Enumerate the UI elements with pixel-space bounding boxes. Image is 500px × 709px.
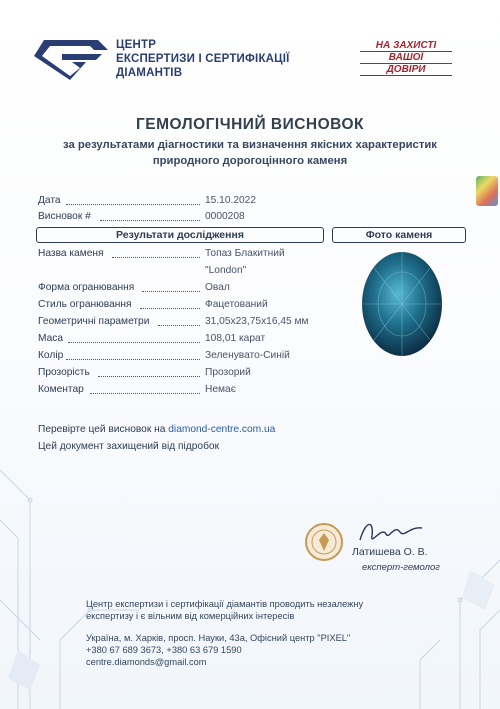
dotted-leader — [140, 299, 200, 309]
result-label: Коментар — [38, 384, 84, 395]
result-label: Стиль огранювання — [38, 299, 132, 310]
number-value: 0000208 — [205, 211, 245, 222]
org-name-line2: ЕКСПЕРТИЗИ І СЕРТИФІКАЦІЇ — [116, 53, 290, 65]
dotted-leader — [90, 384, 200, 394]
result-value: Прозорий — [205, 367, 251, 378]
dotted-leader — [158, 316, 200, 326]
dotted-leader — [142, 282, 200, 292]
stone-photo — [360, 250, 444, 358]
result-value: 108,01 карат — [205, 333, 266, 344]
slogan-line2: ВАШОЇ — [360, 52, 452, 64]
result-value: Овал — [205, 282, 230, 293]
signer-name: Латишева О. В. — [352, 546, 428, 558]
dotted-leader — [66, 195, 200, 205]
number-label: Висновок # — [38, 211, 91, 222]
footer-line2: експертизу і є вільним від комерційних інтересів — [86, 611, 295, 621]
document-subtitle — [0, 137, 500, 169]
results-header: Результати дослідження — [36, 227, 324, 243]
result-value: Зеленувато-Синій — [205, 350, 290, 361]
verify-line — [38, 424, 275, 435]
protected-note: Цей документ захищений від підробок — [38, 441, 220, 452]
result-value: 31,05х23,75х16,45 мм — [205, 316, 309, 327]
result-label: Назва каменя — [38, 248, 104, 259]
result-label: Геометричні параметри — [38, 316, 150, 327]
footer-statement — [86, 598, 363, 622]
signature-icon — [356, 516, 426, 548]
result-label: Форма огранювання — [38, 282, 135, 293]
dotted-leader — [98, 367, 200, 377]
document-title: ГЕМОЛОГІЧНИЙ ВИСНОВОК — [135, 116, 364, 133]
org-name-line3: ДІАМАНТІВ — [116, 67, 183, 79]
slogan-line3: ДОВІРИ — [360, 64, 452, 76]
dotted-leader — [68, 333, 200, 343]
footer-line1: Центр експертизи і сертифікації діамантів проводить незалежну — [86, 599, 364, 609]
result-value: Фацетований — [205, 299, 268, 310]
dotted-leader — [112, 248, 200, 258]
result-label: Колір — [38, 350, 64, 361]
diamond-logo-icon — [32, 36, 110, 82]
date-value: 15.10.2022 — [205, 195, 256, 206]
seal-icon — [304, 522, 344, 562]
dotted-leader — [66, 350, 200, 360]
verify-text: Перевірте цей висновок на — [38, 424, 169, 435]
result-label: Маса — [38, 333, 64, 344]
signer-role: експерт-гемолог — [362, 562, 440, 573]
footer-contacts — [86, 632, 350, 668]
footer-phones: +380 67 689 3673, +380 63 679 1590 — [86, 645, 242, 655]
slogan — [360, 40, 452, 76]
slogan-line1: НА ЗАХИСТІ — [360, 40, 452, 52]
result-value: "London" — [205, 265, 247, 276]
hologram-sticker — [476, 176, 498, 206]
photo-header: Фото каменя — [332, 227, 466, 243]
subtitle-line2: природного дорогоцінного каменя — [152, 155, 348, 167]
footer-address: Україна, м. Харків, просп. Науки, 43а, Офісний центр "PIXEL" — [86, 633, 351, 643]
result-value: Топаз Блакитний — [205, 248, 285, 259]
subtitle-line1: за результатами діагностики та визначення якісних характеристик — [63, 139, 437, 151]
org-name — [116, 38, 290, 80]
verify-link[interactable]: diamond-centre.com.ua — [168, 424, 276, 435]
result-value: Немає — [205, 384, 236, 395]
result-label: Прозорість — [38, 367, 90, 378]
date-label: Дата — [38, 195, 61, 206]
dotted-leader — [100, 211, 200, 221]
footer-email[interactable]: centre.diamonds@gmail.com — [86, 657, 207, 667]
org-name-line1: ЦЕНТР — [116, 39, 157, 51]
